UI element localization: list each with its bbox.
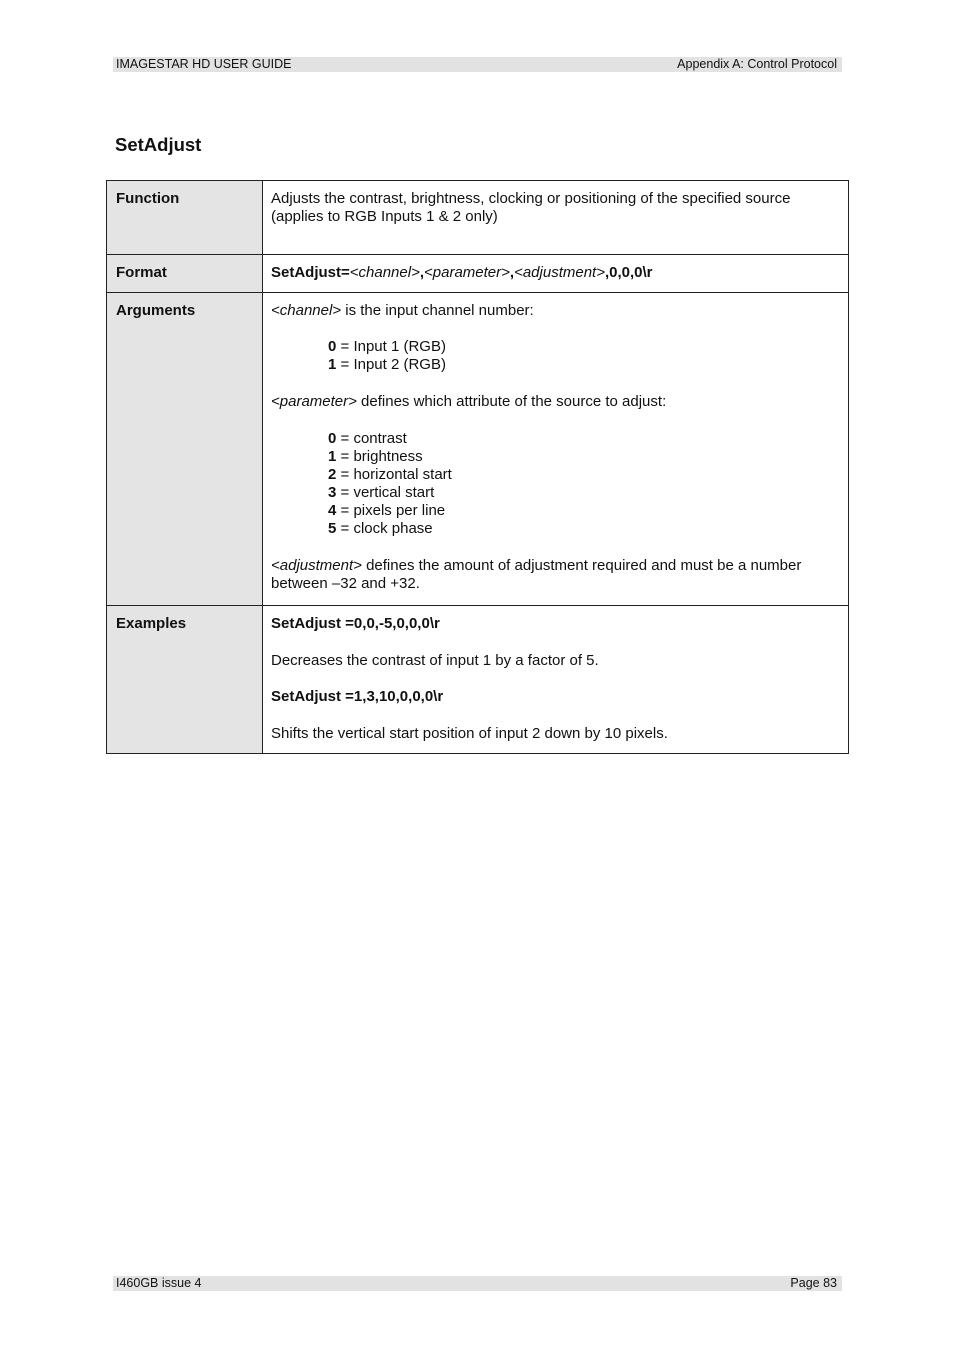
channel-values-list (328, 338, 840, 374)
example-description: Shifts the vertical start position of input 2 down by 10 pixels. (271, 725, 668, 742)
value-number: 1 (328, 356, 337, 373)
value-number: 5 (328, 520, 337, 537)
adjustment-intro (271, 557, 840, 593)
section-title: SetAdjust (115, 134, 202, 155)
example-command: SetAdjust =0,0,-5,0,0,0\r (271, 615, 440, 632)
format-command: SetAdjust= (271, 264, 350, 281)
value-number: 1 (328, 448, 337, 465)
row-label: Function (107, 181, 263, 255)
footer-doc-issue: I460GB issue 4 (116, 1276, 202, 1290)
table-row-function (107, 181, 849, 255)
example-description: Decreases the contrast of input 1 by a factor of 5. (271, 652, 599, 669)
format-separator: , (509, 264, 515, 281)
format-tail: ,0,0,0\r (604, 264, 653, 281)
list-item (328, 502, 840, 520)
header-doc-title: IMAGESTAR HD USER GUIDE (116, 57, 292, 71)
format-syntax (263, 255, 849, 293)
table-row-format (107, 255, 849, 293)
value-desc: = pixels per line (336, 502, 446, 519)
list-item (328, 448, 840, 466)
arg-term: <channel> (271, 302, 342, 319)
value-desc: = Input 1 (RGB) (336, 338, 446, 355)
list-item (328, 466, 840, 484)
command-spec-table (106, 180, 849, 754)
table-row-arguments (107, 293, 849, 606)
value-desc: = contrast (336, 430, 407, 447)
example-command: SetAdjust =1,3,10,0,0,0\r (271, 688, 444, 705)
arg-desc: defines the amount of adjustment required and must be a number between –32 and +32. (271, 557, 802, 592)
value-number: 0 (328, 338, 337, 355)
value-number: 4 (328, 502, 337, 519)
list-item (328, 484, 840, 502)
page-header (113, 57, 842, 72)
function-description: Adjusts the contrast, brightness, clocking or positioning of the specified source (applies to RGB Inputs 1 & 2 only) (263, 181, 849, 255)
value-number: 2 (328, 466, 337, 483)
value-desc: = vertical start (336, 484, 435, 501)
format-separator: , (419, 264, 425, 281)
examples-content (263, 606, 849, 754)
row-label: Format (107, 255, 263, 293)
channel-intro (271, 302, 840, 320)
arg-desc: defines which attribute of the source to adjust: (356, 393, 667, 410)
value-desc: = clock phase (336, 520, 433, 537)
row-label: Arguments (107, 293, 263, 606)
arg-term: <parameter> (271, 393, 357, 410)
table-row-examples (107, 606, 849, 754)
format-arg-parameter: <parameter> (424, 264, 510, 281)
value-number: 0 (328, 430, 337, 447)
parameter-intro (271, 393, 840, 411)
footer-page-number: Page 83 (790, 1276, 837, 1290)
list-item (328, 430, 840, 448)
header-section: Appendix A: Control Protocol (677, 57, 837, 71)
value-desc: = brightness (336, 448, 423, 465)
list-item (328, 338, 840, 356)
arg-term: <adjustment> (271, 557, 362, 574)
value-desc: = horizontal start (336, 466, 452, 483)
value-number: 3 (328, 484, 337, 501)
parameter-values-list (328, 430, 840, 538)
format-arg-channel: <channel> (349, 264, 420, 281)
row-label: Examples (107, 606, 263, 754)
arguments-description (263, 293, 849, 606)
list-item (328, 520, 840, 538)
page-footer (113, 1276, 842, 1291)
arg-desc: is the input channel number: (341, 302, 534, 319)
format-arg-adjustment: <adjustment> (514, 264, 605, 281)
value-desc: = Input 2 (RGB) (336, 356, 446, 373)
list-item (328, 356, 840, 374)
